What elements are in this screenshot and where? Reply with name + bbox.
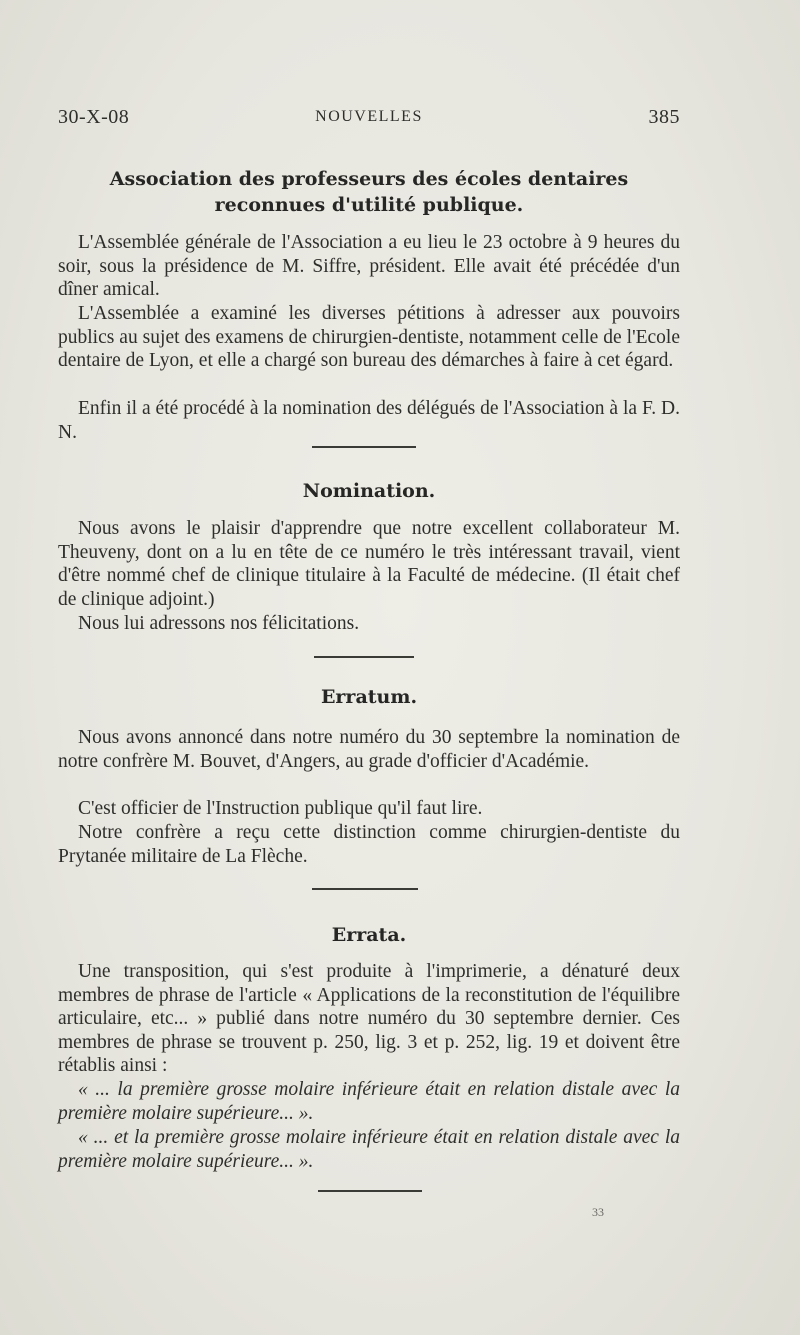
section-divider [318, 1190, 422, 1192]
page-number: 385 [648, 106, 680, 128]
nomination-paragraph-2: Nous lui adressons nos félicitations. [78, 613, 360, 634]
association-paragraph-2: L'Assemblée a examiné les diverses pétitions à adresser aux pouvoirs publics au sujet des examens de chirurgien-dentiste, notamment celle de l'Ecole dentaire de Lyon, et elle a chargé son bureau des démarches à faire à cet égard. [58, 303, 680, 372]
errata-paragraph-1: Une transposition, qui s'est produite à l'imprimerie, a dénaturé deux membres de phrase de l'article « Applications de la reconstitution de l'équilibre articulaire, etc... » publié dans notre numéro du 30 septembre dernier. Ces membres de phrase se trouvent p. 250, lig. 3 et p. 252, lig. 19 et doivent être rétablis ainsi : [58, 961, 680, 1077]
running-head [58, 106, 680, 136]
section-title-errata: Errata. [331, 924, 407, 946]
section-title-nomination: Nomination. [302, 480, 436, 502]
erratum-paragraph-2: C'est officier de l'Instruction publique qu'il faut lire. [78, 798, 483, 819]
erratum-paragraph-3: Notre confrère a reçu cette distinction comme chirurgien-dentiste du Prytanée militaire de La Flèche. [58, 822, 680, 867]
signature-mark: 33 [592, 1205, 604, 1219]
section-title-erratum: Erratum. [320, 686, 418, 708]
section-divider [312, 888, 418, 890]
erratum-paragraph-1: Nous avons annoncé dans notre numéro du 30 septembre la nomination de notre confrère M. Bouvet, d'Angers, au grade d'officier d'Académie. [58, 727, 680, 772]
header-date: 30-X-08 [58, 106, 130, 128]
errata-quote-1: « ... la première grosse molaire inférieure était en relation distale avec la première molaire supérieure... ». [58, 1079, 680, 1124]
section-divider [314, 656, 414, 658]
nomination-paragraph-1: Nous avons le plaisir d'apprendre que notre excellent collaborateur M. Theuveny, dont on a lu en tête de ce numéro le très intéressant travail, vient d'être nommé chef de clinique titulaire à la Faculté de médecine. (Il était chef de clinique adjoint.) [58, 518, 680, 610]
errata-quote-2: « ... et la première grosse molaire inférieure était en relation distale avec la première molaire supérieure... ». [58, 1127, 680, 1172]
section-title-association: Association des professeurs des écoles dentaires reconnues d'utilité publique. [109, 168, 629, 216]
header-title: NOUVELLES [315, 108, 423, 125]
association-paragraph-1: L'Assemblée générale de l'Association a eu lieu le 23 octobre à 9 heures du soir, sous la présidence de M. Siffre, président. Elle avait été précédée d'un dîner amical. [58, 232, 680, 301]
section-divider [312, 446, 416, 448]
association-paragraph-3: Enfin il a été procédé à la nomination des délégués de l'Association à la F. D. N. [58, 398, 680, 443]
